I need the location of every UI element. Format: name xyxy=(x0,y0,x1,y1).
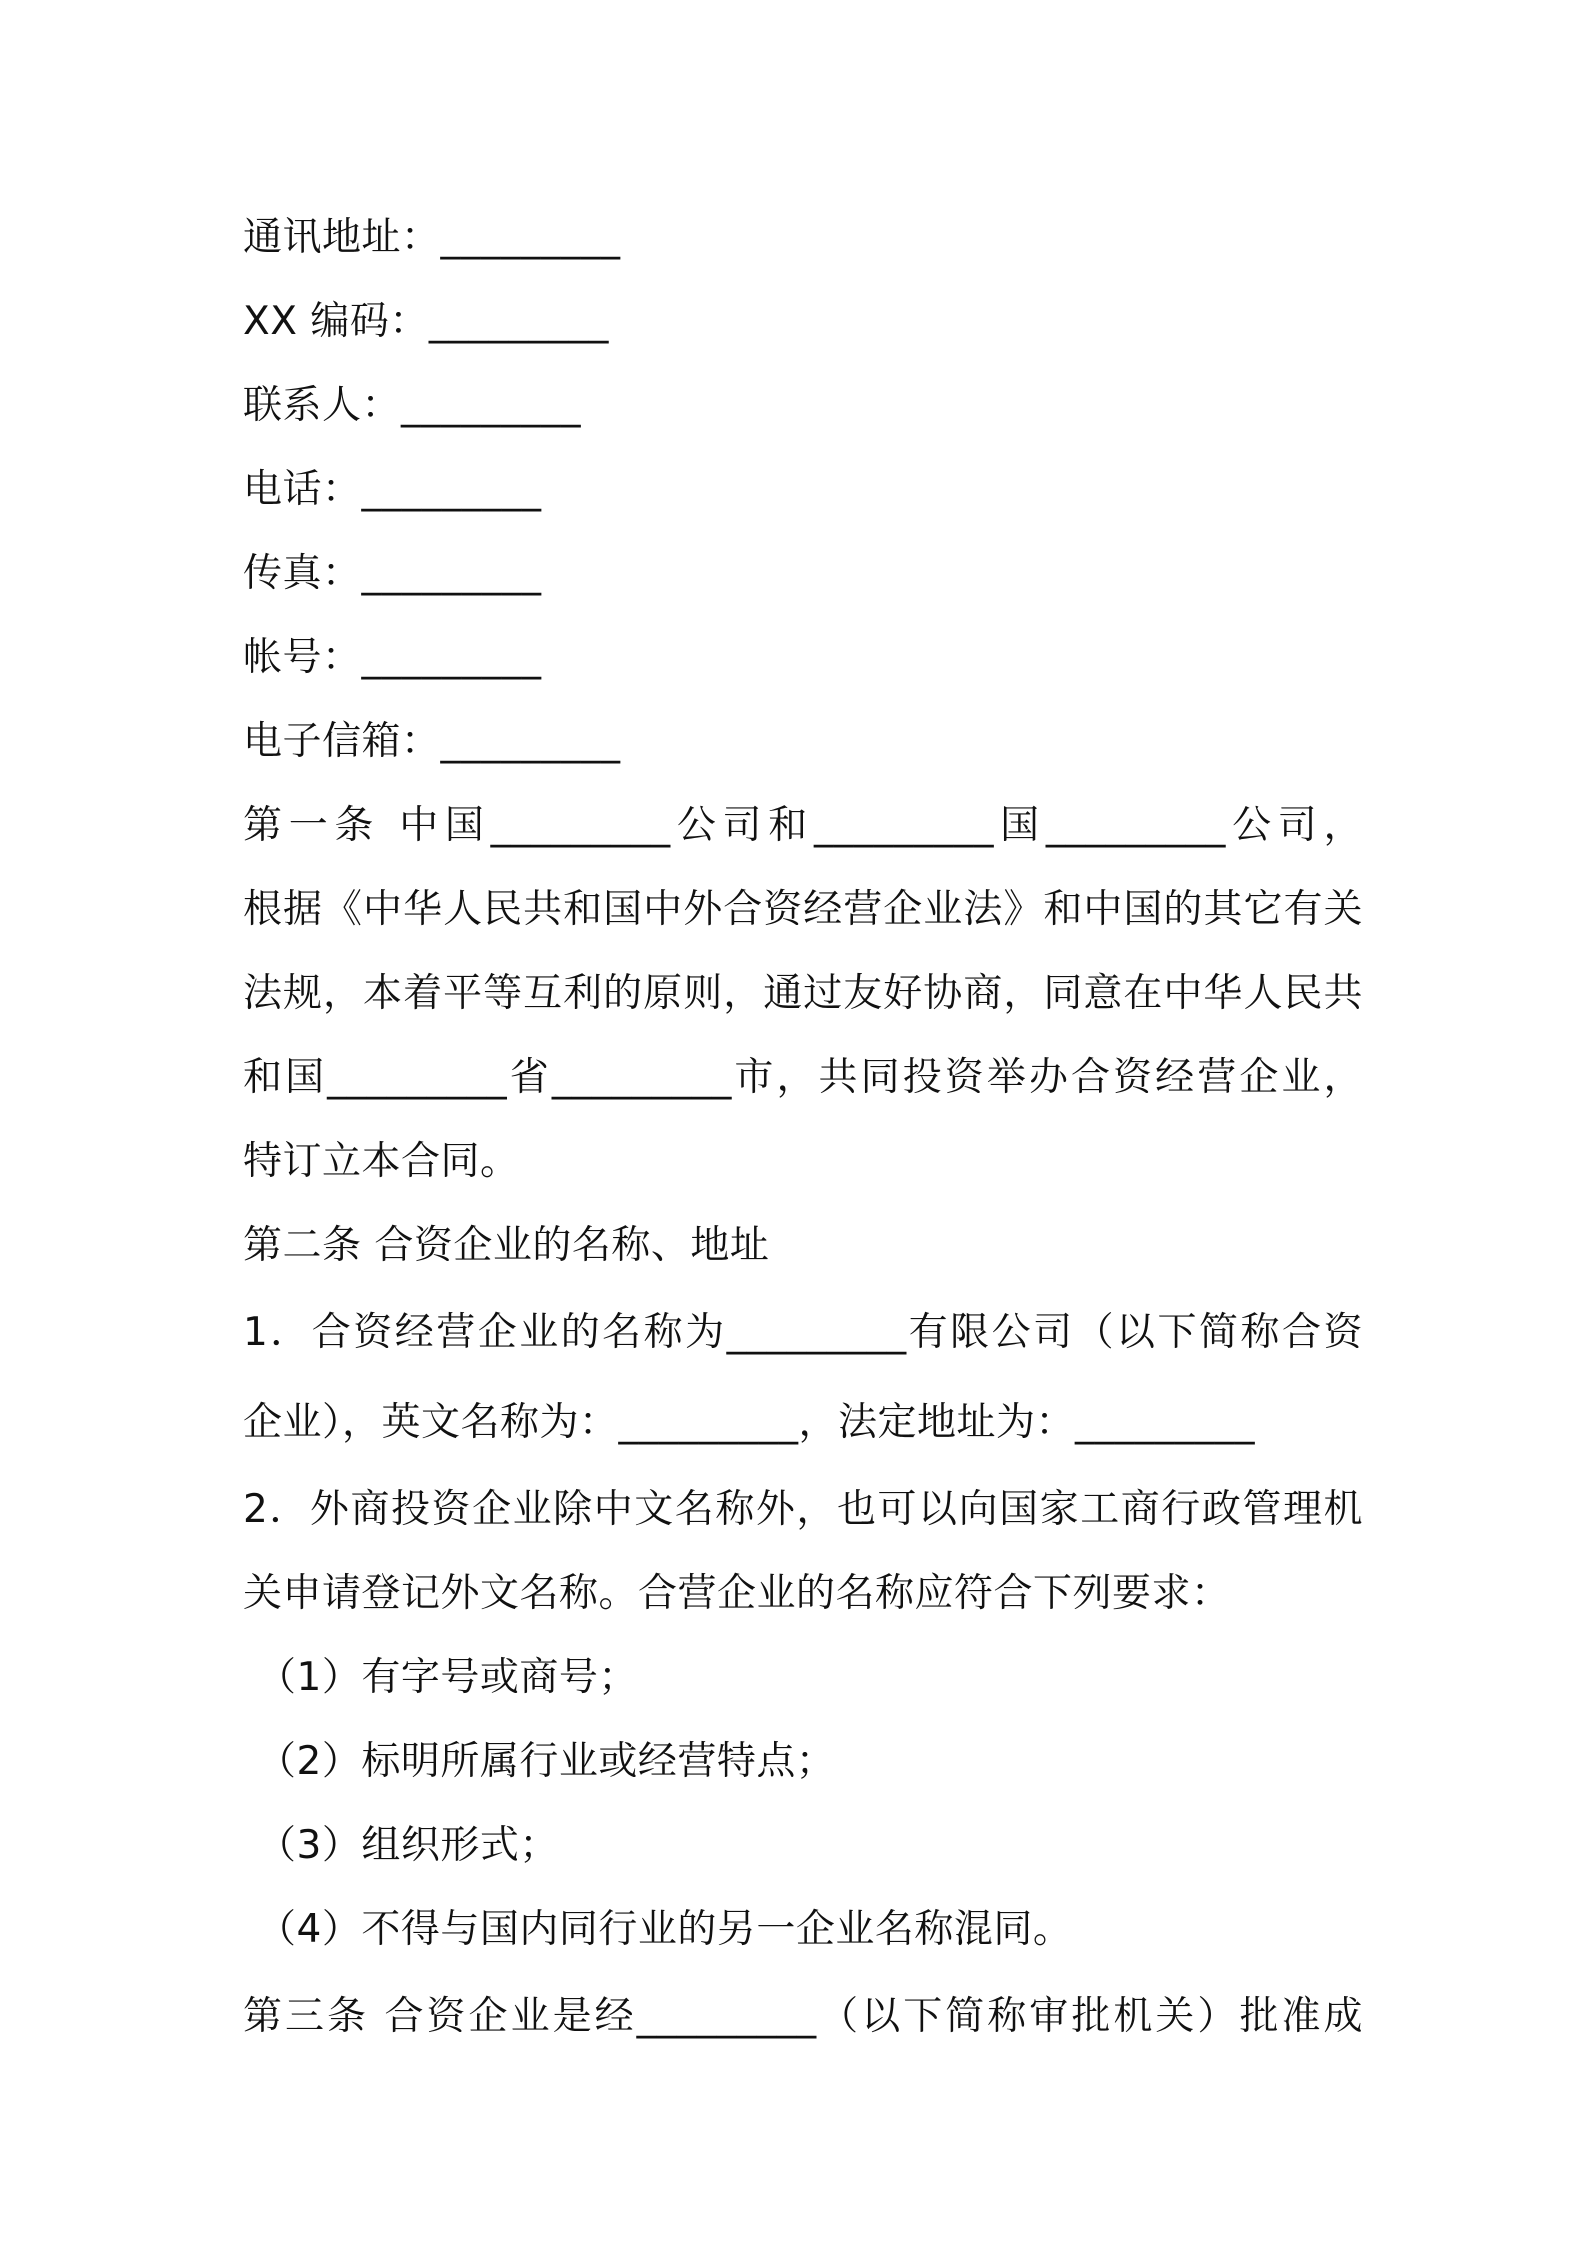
article2-heading: 第二条 合资企业的名称、地址 xyxy=(243,1223,770,1268)
requirement-item: （2）标明所属行业或经营特点； xyxy=(257,1739,836,1784)
account-line: 帐号：_________ xyxy=(243,635,542,680)
article3-line: 第三条 合资企业是经_________（以下简称审批机关）批准成 xyxy=(243,1994,1363,2039)
article1-line: 法规，本着平等互利的原则，通过友好协商，同意在中华人民共 xyxy=(243,971,1363,1016)
requirement-item: （4）不得与国内同行业的另一企业名称混同。 xyxy=(257,1907,1073,1952)
article2-item1-line: 1．合资经营企业的名称为_________有限公司（以下简称合资 xyxy=(243,1310,1363,1355)
article2-item1-line: 企业），英文名称为：_________，法定地址为：_________ xyxy=(243,1400,1256,1445)
contact-person-line: 联系人：_________ xyxy=(243,383,582,428)
article2-item2-line: 2．外商投资企业除中文名称外，也可以向国家工商行政管理机 xyxy=(243,1487,1363,1532)
contract-body xyxy=(243,196,1363,2062)
fax-line: 传真：_________ xyxy=(243,551,542,596)
requirement-item: （1）有字号或商号； xyxy=(257,1655,638,1700)
address-line: 通讯地址：_________ xyxy=(243,215,621,260)
article1-line: 特订立本合同。 xyxy=(243,1139,520,1184)
article2-item2-line: 关申请登记外文名称。合营企业的名称应符合下列要求： xyxy=(243,1571,1231,1616)
article1-line: 和国_________省_________市，共同投资举办合资经营企业， xyxy=(243,1055,1363,1100)
article1-line: 根据《中华人民共和国中外合资经营企业法》和中国的其它有关 xyxy=(243,887,1363,932)
requirement-item: （3）组织形式； xyxy=(257,1823,559,1868)
phone-line: 电话：_________ xyxy=(243,467,542,512)
article1-line: 第一条 中国_________公司和_________国_________公司， xyxy=(243,803,1363,848)
postcode-line: XX 编码：_________ xyxy=(243,299,609,344)
email-line: 电子信箱：_________ xyxy=(243,719,621,764)
